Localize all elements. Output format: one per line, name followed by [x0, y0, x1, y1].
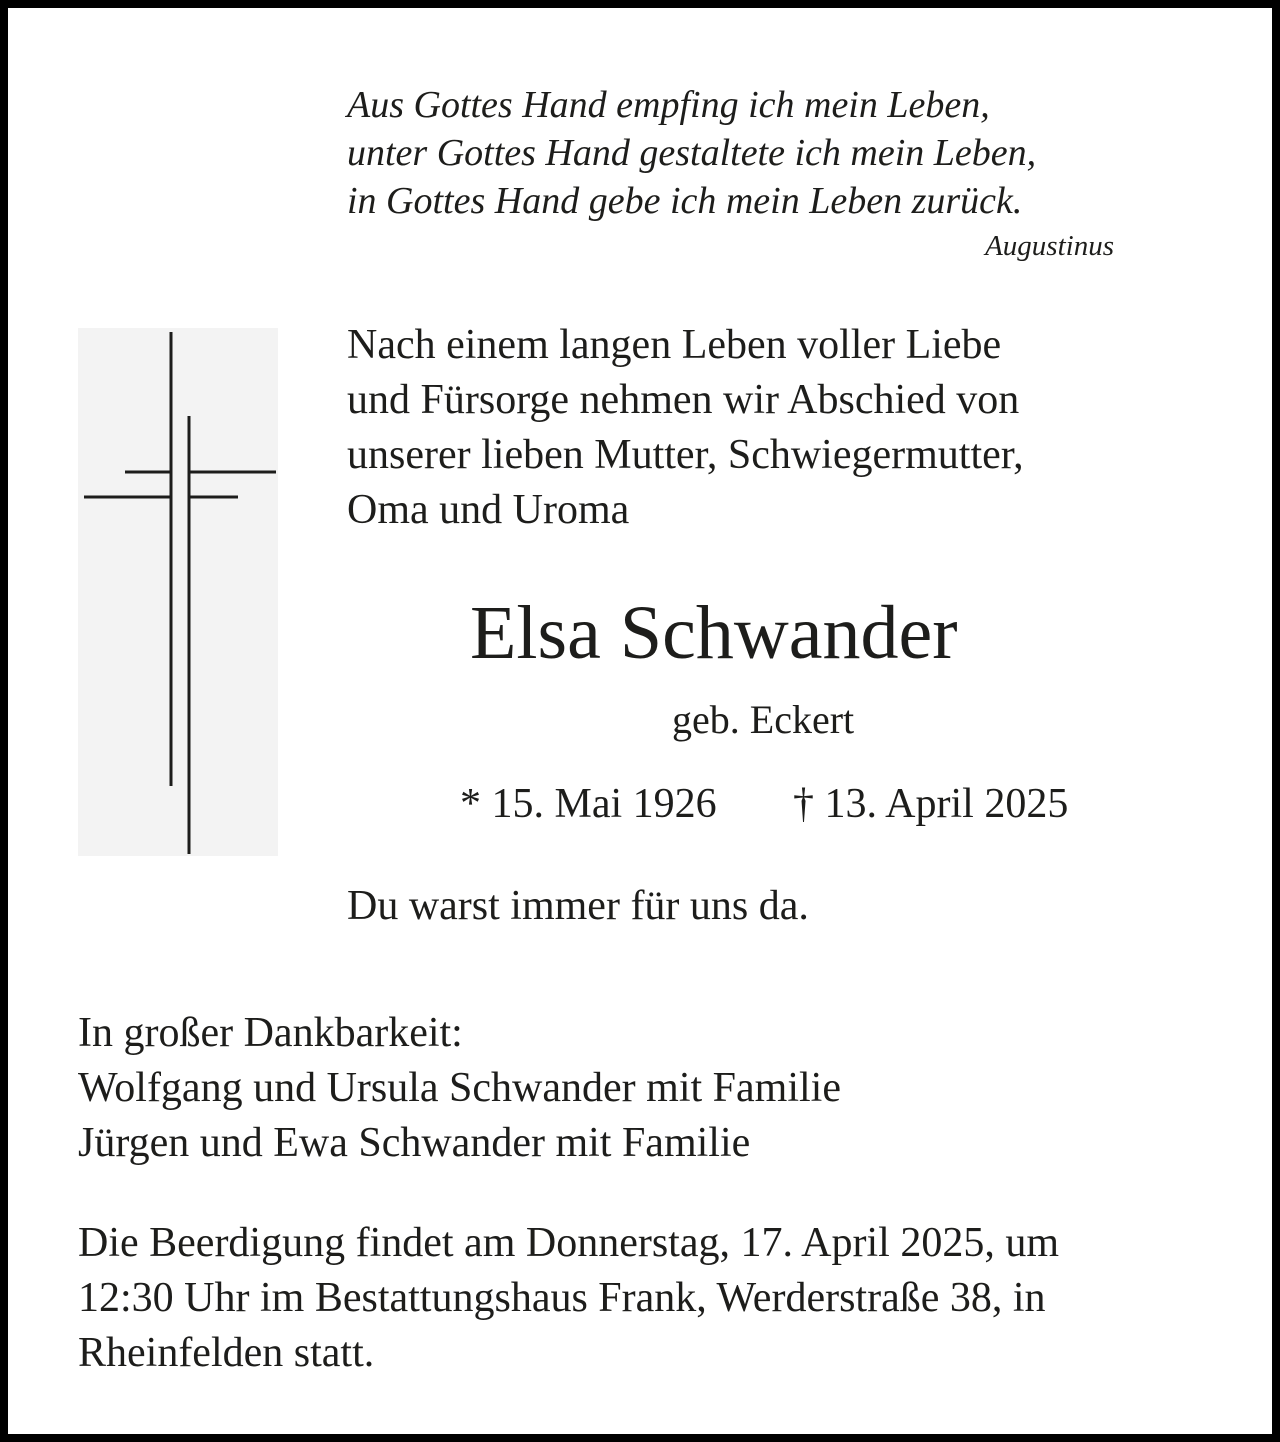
quote-author: Augustinus — [985, 230, 1114, 262]
intro-line-2: und Fürsorge nehmen wir Abschied von — [347, 377, 1020, 423]
mourners-heading: In großer Dankbarkeit: — [78, 1010, 463, 1056]
death-date: † 13. April 2025 — [793, 781, 1069, 827]
cross-icon-panel — [78, 328, 278, 856]
funeral-line-1: Die Beerdigung findet am Donnerstag, 17. April 2025, um — [78, 1220, 1059, 1266]
funeral-line-3: Rheinfelden statt. — [78, 1330, 375, 1376]
funeral-line-2: 12:30 Uhr im Bestattungshaus Frank, Werderstraße 38, in — [78, 1275, 1046, 1321]
double-line-cross-icon — [78, 328, 278, 856]
closing-line: Du warst immer für uns da. — [347, 883, 809, 929]
intro-line-1: Nach einem langen Leben voller Liebe — [347, 322, 1002, 368]
maiden-name: geb. Eckert — [672, 697, 855, 742]
intro-line-3: unserer lieben Mutter, Schwiegermutter, — [347, 432, 1024, 478]
mourner-family-2: Jürgen und Ewa Schwander mit Familie — [78, 1120, 751, 1166]
quote-line-2: unter Gottes Hand gestaltete ich mein Leben, — [347, 132, 1037, 174]
intro-line-4: Oma und Uroma — [347, 487, 630, 533]
mourner-family-1: Wolfgang und Ursula Schwander mit Familie — [78, 1065, 841, 1111]
quote-line-3: in Gottes Hand gebe ich mein Leben zurück. — [347, 180, 1023, 222]
deceased-name: Elsa Schwander — [470, 591, 958, 675]
quote-line-1: Aus Gottes Hand empfing ich mein Leben, — [347, 84, 990, 126]
birth-date: * 15. Mai 1926 — [460, 781, 717, 827]
